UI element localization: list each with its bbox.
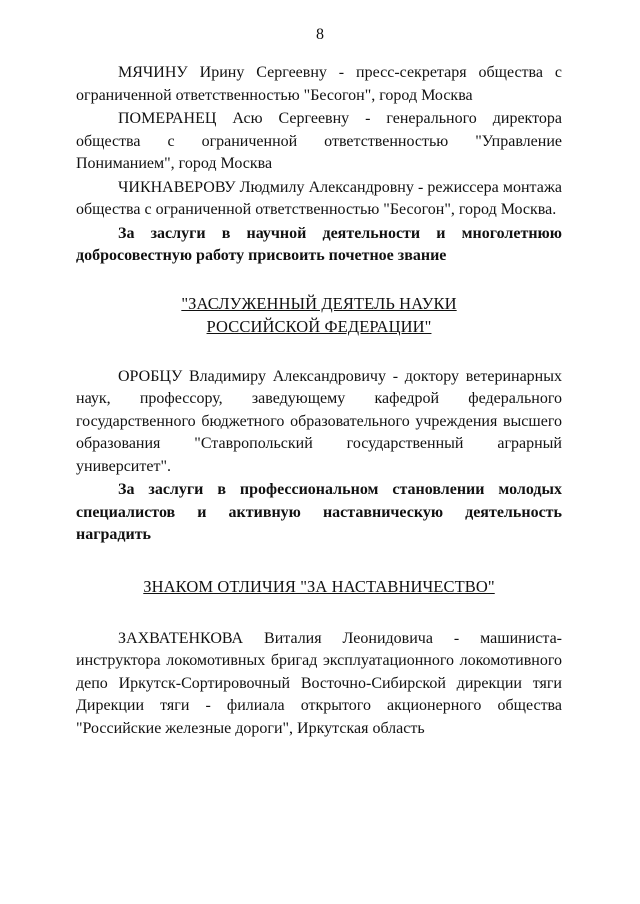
award-recipient-zakhvatenkov: ЗАХВАТЕНКОВА Виталия Леонидовича - машиниста-инструктора локомотивных бригад эксплуатационного локомотивного депо Иркутск-Сортировочный Восточно-Сибирской дирекции тяги Дирекции тяги - филиала открытого акционерного общества "Российские железные дороги", Иркутская область	[76, 629, 562, 737]
award-recipient-orobets: ОРОБЦУ Владимиру Александровичу - доктору ветеринарных наук, профессору, заведующему кафедрой федерального государственного бюджетного образовательного учреждения высшего образования "Ставропольский государственный аграрный университет".	[76, 367, 562, 475]
award-recipient-chiknaverova: ЧИКНАВЕРОВУ Людмилу Александровну - режиссера монтажа общества с ограниченной ответственностью "Бесогон", город Москва.	[76, 178, 562, 218]
science-section-intro: За заслуги в научной деятельности и многолетнюю добросовестную работу присвоить почетное звание	[76, 224, 562, 264]
document-body	[76, 62, 562, 740]
science-title-line2: РОССИЙСКОЙ ФЕДЕРАЦИИ"	[206, 316, 432, 336]
mentor-section-intro: За заслуги в профессиональном становлении молодых специалистов и активную наставническую деятельность наградить	[76, 481, 562, 543]
page-number: 8	[316, 26, 324, 43]
science-title-line1: "ЗАСЛУЖЕННЫЙ ДЕЯТЕЛЬ НАУКИ	[181, 293, 457, 313]
award-recipient-mychina: МЯЧИНУ Ирину Сергеевну - пресс-секретаря общества с ограниченной ответственностью "Бесогон", город Москва	[76, 64, 562, 104]
mentor-title: ЗНАКОМ ОТЛИЧИЯ "ЗА НАСТАВНИЧЕСТВО"	[143, 576, 495, 596]
award-recipient-pomeranets: ПОМЕРАНЕЦ Асю Сергеевну - генерального директора общества с ограниченной ответственностью "Управление Пониманием", город Москва	[76, 110, 562, 172]
science-title	[76, 292, 562, 338]
